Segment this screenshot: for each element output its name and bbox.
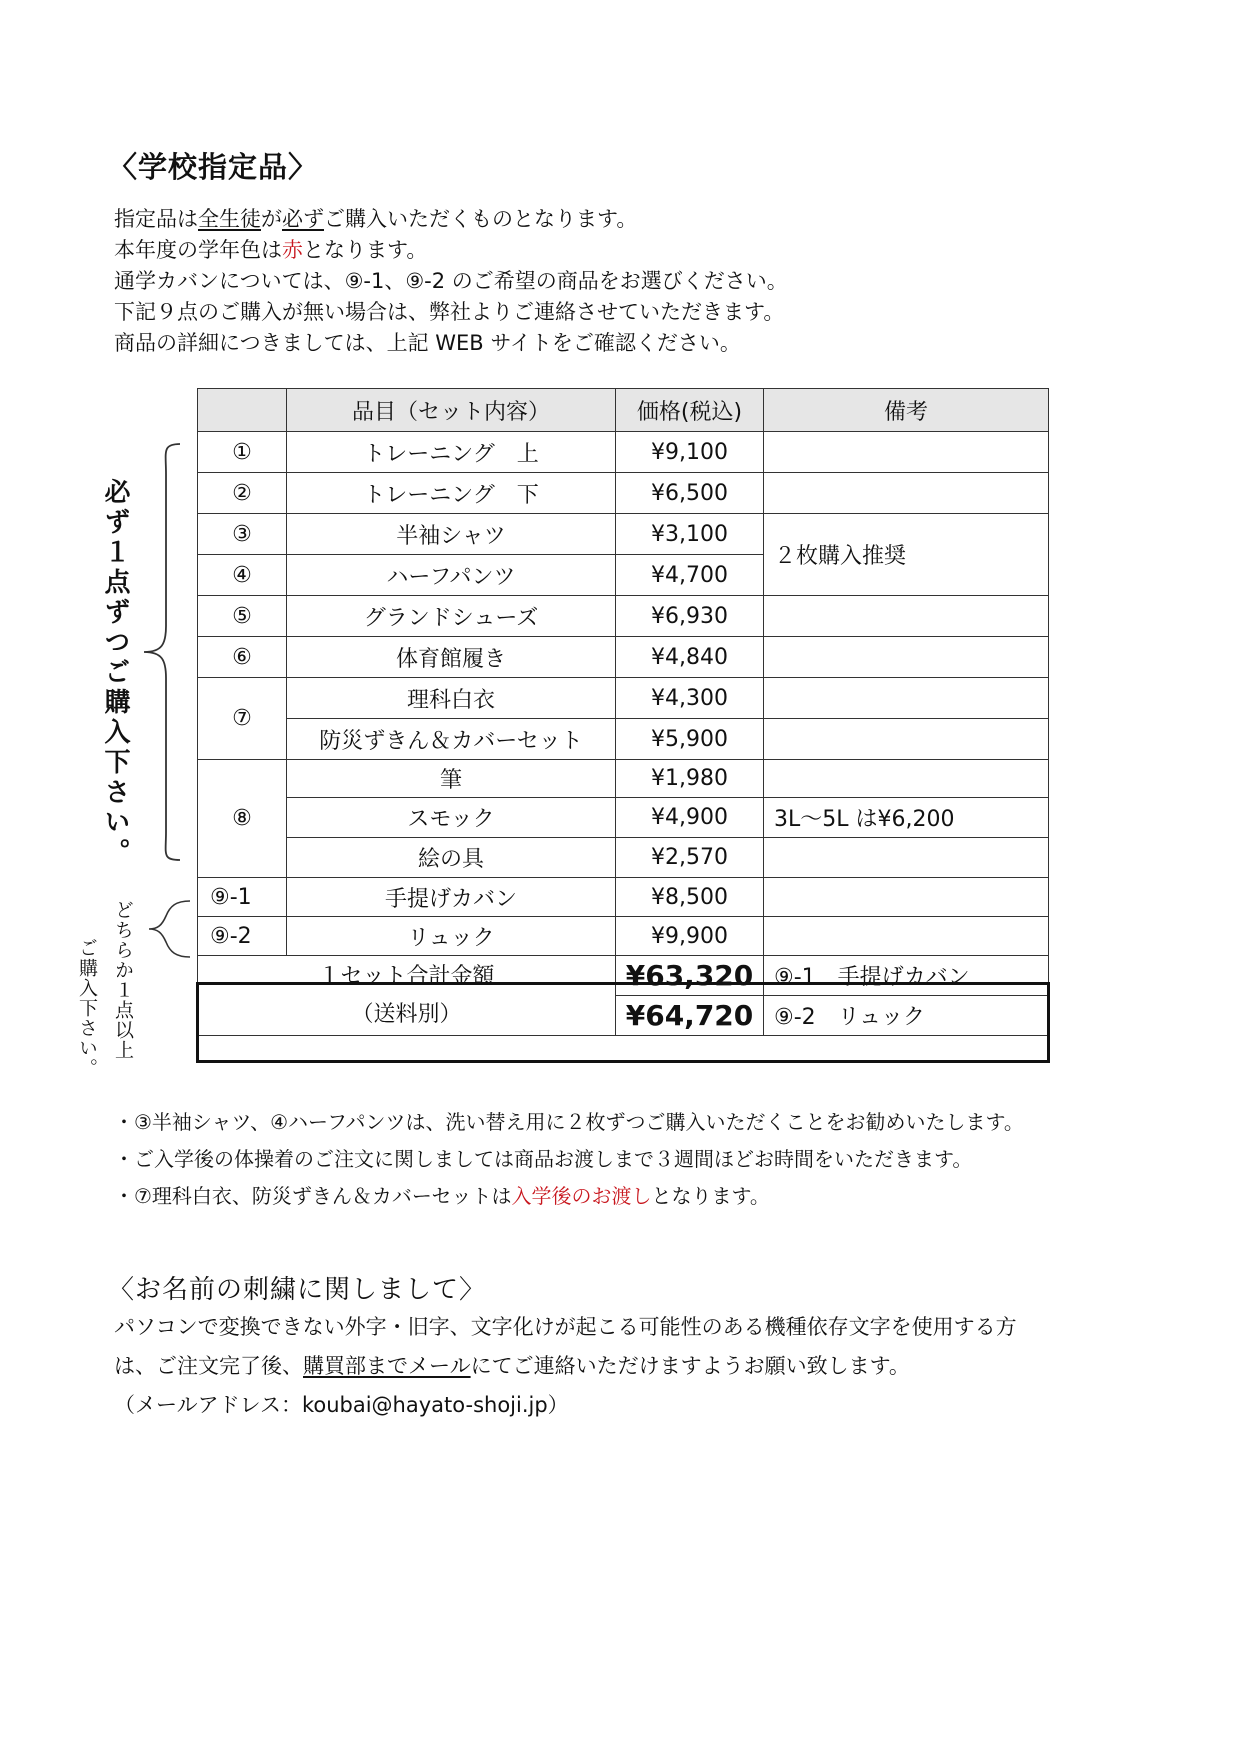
row-price: ¥4,840: [616, 637, 764, 678]
table-row: [198, 473, 1049, 514]
table-row: [198, 514, 1049, 555]
row-price: ¥1,980: [616, 760, 764, 798]
email-address-line: [114, 1386, 1017, 1425]
row-item: ハーフパンツ: [287, 555, 616, 596]
row-price: ¥5,900: [616, 719, 764, 760]
row-note: [764, 637, 1049, 678]
row-number: ④: [198, 555, 287, 596]
text-run: が: [261, 207, 282, 231]
text-run: 本年度の学年色は: [114, 238, 282, 262]
text-run: 通学カバンについては、⑨-1、⑨-2 のご希望の商品をお選びください。: [114, 269, 788, 293]
total-note: ⑨-2 リュック: [764, 996, 1049, 1036]
row-number: ⑦: [198, 678, 287, 760]
note-item: [114, 1104, 1024, 1141]
row-number: ⑤: [198, 596, 287, 637]
text-run: 下記９点のご購入が無い場合は、弊社よりご連絡させていただきます。: [114, 300, 785, 324]
text-run: ・⑦理科白衣、防災ずきん＆カバーセットは: [114, 1184, 512, 1208]
row-price: ¥9,900: [616, 917, 764, 956]
row-number: ③: [198, 514, 287, 555]
row-item: 理科白衣: [287, 678, 616, 719]
row-price: ¥4,300: [616, 678, 764, 719]
row-item: 防災ずきん＆カバーセット: [287, 719, 616, 760]
row-price: ¥8,500: [616, 878, 764, 917]
embroidery-line: [114, 1308, 1017, 1347]
row-item: スモック: [287, 798, 616, 838]
row-price: ¥6,930: [616, 596, 764, 637]
total-label-line1: １セット合計金額: [318, 963, 495, 989]
embroidery-line: [114, 1347, 1017, 1386]
row-number: ①: [198, 432, 287, 473]
row-note: [764, 917, 1049, 956]
row-note: ２枚購入推奨: [764, 514, 1049, 596]
row-item: 半袖シャツ: [287, 514, 616, 555]
text-run: となります。: [651, 1184, 770, 1208]
brace-required-group: [140, 440, 184, 865]
underlined-text: 購買部までメール: [303, 1354, 471, 1378]
table-row: [198, 917, 1049, 956]
section-heading-designated-items: 〈学校指定品〉: [108, 150, 319, 184]
row-note: [764, 678, 1049, 719]
total-row: [198, 956, 1049, 996]
header-item: 品目（セット内容）: [287, 389, 616, 432]
text-run: 商品の詳細につきましては、上記 WEB サイトをご確認ください。: [114, 331, 741, 355]
section-heading-embroidery: 〈お名前の刺繍に関しまして〉: [108, 1275, 487, 1305]
row-note: [764, 838, 1049, 878]
designated-items-table: [197, 388, 1049, 1036]
header-price: 価格(税込): [616, 389, 764, 432]
total-note: ⑨-1 手提げカバン: [764, 956, 1049, 996]
row-price: ¥2,570: [616, 838, 764, 878]
total-price: ¥63,320: [616, 956, 764, 996]
highlight-text: 赤: [282, 238, 303, 262]
total-label: [198, 956, 616, 1036]
table-row: [198, 760, 1049, 798]
header-note: 備考: [764, 389, 1049, 432]
total-label-line2: （送料別）: [351, 1001, 462, 1027]
note-item: [114, 1141, 1024, 1178]
table-row: [198, 678, 1049, 719]
embroidery-paragraph: [114, 1308, 1017, 1425]
row-item: トレーニング 上: [287, 432, 616, 473]
row-number: ②: [198, 473, 287, 514]
row-price: ¥6,500: [616, 473, 764, 514]
row-note: [764, 432, 1049, 473]
row-price: ¥4,900: [616, 798, 764, 838]
intro-line: [114, 204, 788, 235]
table-row: [198, 798, 1049, 838]
row-price: ¥9,100: [616, 432, 764, 473]
row-item: 筆: [287, 760, 616, 798]
row-note: [764, 760, 1049, 798]
text-run: 指定品は: [114, 207, 198, 231]
row-price: ¥3,100: [616, 514, 764, 555]
highlight-text: 入学後のお渡し: [511, 1184, 652, 1208]
row-item: 手提げカバン: [287, 878, 616, 917]
intro-line: [114, 266, 788, 297]
either-one-label-purchase: ご購入下さい。: [76, 938, 98, 1078]
intro-line: [114, 297, 788, 328]
note-item: [114, 1178, 1024, 1215]
underlined-text: 必ず: [282, 207, 324, 231]
row-item: リュック: [287, 917, 616, 956]
table-row: [198, 596, 1049, 637]
total-price: ¥64,720: [616, 996, 764, 1036]
intro-line: [114, 235, 788, 266]
table-row: [198, 637, 1049, 678]
row-note: 3L～5L は¥6,200: [764, 798, 1049, 838]
header-number: [198, 389, 287, 432]
text-run: にてご連絡いただけますようお願い致します。: [470, 1354, 910, 1378]
row-note: [764, 719, 1049, 760]
row-note: [764, 473, 1049, 514]
text-run: パソコンで変換できない外字・旧字、文字化けが起こる可能性のある機種依存文字を使用する方: [114, 1315, 1017, 1339]
text-run: ・ご入学後の体操着のご注文に関しましては商品お渡しまで３週間ほどお時間をいただきます。: [114, 1147, 973, 1171]
either-one-label: どちらか１点以上: [112, 900, 134, 1060]
row-note: [764, 596, 1049, 637]
row-item: グランドシューズ: [287, 596, 616, 637]
required-purchase-label: 必ず１点ずつご購入下さい。: [100, 478, 130, 868]
underlined-text: 全生徒: [198, 207, 261, 231]
table-row: [198, 719, 1049, 760]
row-note: [764, 878, 1049, 917]
table-row: [198, 432, 1049, 473]
text-run: は、ご注文完了後、: [114, 1354, 303, 1378]
intro-paragraph: [114, 204, 788, 359]
table-row: [198, 878, 1049, 917]
brace-either-group: [146, 898, 194, 960]
row-price: ¥4,700: [616, 555, 764, 596]
row-item: 絵の具: [287, 838, 616, 878]
table-header-row: [198, 389, 1049, 432]
row-item: トレーニング 下: [287, 473, 616, 514]
text-run: となります。: [303, 238, 428, 262]
text-run: （メールアドレス：koubai@hayato-shoji.jp）: [114, 1393, 569, 1417]
intro-line: [114, 328, 788, 359]
text-run: ・③半袖シャツ、④ハーフパンツは、洗い替え用に２枚ずつご購入いただくことをお勧めいたします。: [114, 1110, 1024, 1134]
row-number: ⑧: [198, 760, 287, 878]
row-item: 体育館履き: [287, 637, 616, 678]
table-row: [198, 838, 1049, 878]
notes-list: [114, 1104, 1024, 1215]
row-number: ⑨-2: [198, 917, 287, 956]
row-number: ⑨-1: [198, 878, 287, 917]
text-run: ご購入いただくものとなります。: [324, 207, 638, 231]
row-number: ⑥: [198, 637, 287, 678]
